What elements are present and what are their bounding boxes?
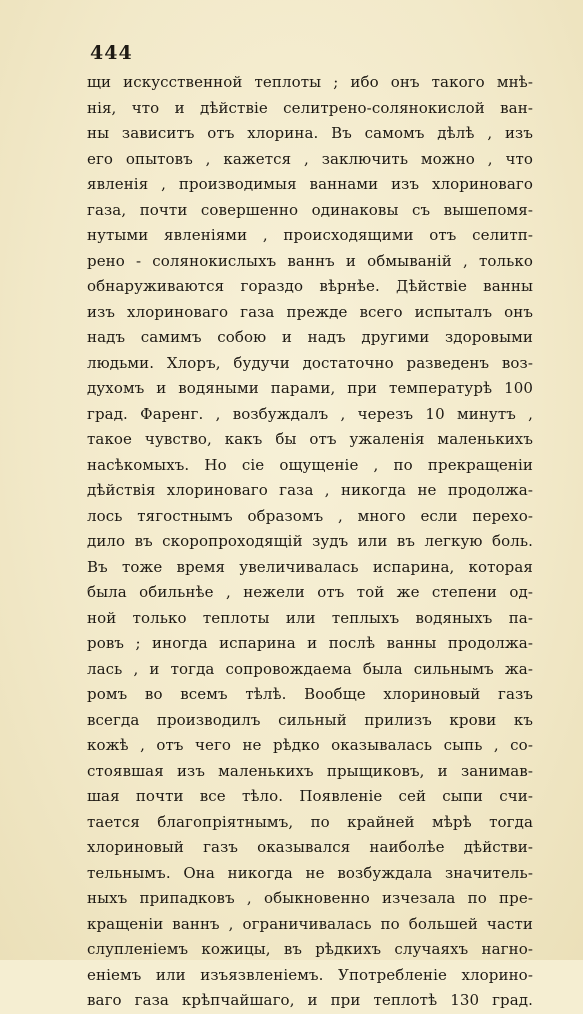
text-line: людьми. Хлоръ, будучи достаточно разведенъ воз- — [87, 353, 533, 372]
text-line: нія, что и дѣйствіе селитрено-солянокислой ван- — [87, 98, 533, 117]
text-line: его опытовъ , кажется , заключить можно , что — [87, 149, 533, 168]
body-text — [87, 70, 533, 1014]
text-line: газа, почти совершенно одинаковы съ вышепомя- — [87, 200, 533, 219]
text-line: щи искусственной теплоты ; ибо онъ такого мнѣ- — [87, 73, 533, 91]
text-line: лась , и тогда сопровождаема была сильнымъ жа- — [87, 659, 533, 678]
page-number: 444 — [90, 42, 133, 64]
text-line: дило въ скоропроходящій зудъ или въ легкую боль. — [87, 532, 533, 550]
text-line: слупленіемъ кожицы, въ рѣдкихъ случаяхъ нагно- — [87, 940, 533, 958]
text-line: ровъ ; иногда испарина и послѣ ванны продолжа- — [87, 634, 533, 652]
text-line: насѣкомыхъ. Но сіе ощущеніе , по прекращеніи — [87, 455, 533, 474]
text-line: кращеніи ваннъ , ограничивалась по большей части — [87, 914, 533, 933]
text-line: обнаруживаются гораздо вѣрнѣе. Дѣйствіе ванны — [87, 277, 533, 295]
text-line: кожѣ , отъ чего не рѣдко оказывалась сыпь , со- — [87, 736, 533, 754]
text-line: ны зависитъ отъ хлорина. Въ самомъ дѣлѣ , изъ — [87, 124, 533, 142]
text-line: всегда производилъ сильный прилизъ крови къ — [87, 710, 533, 729]
text-line: ныхъ припадковъ , обыкновенно изчезала по пре- — [87, 889, 533, 907]
text-line: явленія , производимыя ваннами изъ хлориноваго — [87, 175, 533, 193]
text-line: нутыми явленіями , происходящими отъ селитп- — [87, 226, 533, 244]
text-line: лось тягостнымъ образомъ , много если перехо- — [87, 506, 533, 525]
text-line: ваго газа крѣпчайшаго, и при теплотѣ 130 град. — [87, 991, 533, 1009]
text-line: Въ тоже время увеличивалась испарина, которая — [87, 557, 533, 576]
text-line: дѣйствія хлориноваго газа , никогда не продолжа- — [87, 481, 533, 499]
text-line: хлориновый газъ оказывался наиболѣе дѣйстви- — [87, 838, 533, 856]
text-line: такое чувство, какъ бы отъ ужаленія маленькихъ — [87, 430, 533, 448]
text-line: изъ хлориноваго газа прежде всего испыталъ онъ — [87, 302, 533, 321]
text-line: еніемъ или изъязвленіемъ. Употребленіе хлорино- — [87, 965, 533, 984]
text-line: тается благопріятнымъ, по крайней мѣрѣ тогда — [87, 812, 533, 831]
text-line: надъ самимъ собою и надъ другими здоровыми — [87, 328, 533, 346]
text-line: рено - солянокислыхъ ваннъ и обмываній , только — [87, 251, 533, 270]
text-line: ной только теплоты или теплыхъ водяныхъ па- — [87, 608, 533, 627]
text-line: шая почти все тѣло. Появленіе сей сыпи счи- — [87, 787, 533, 805]
text-line: духомъ и водяными парами, при температурѣ 100 — [87, 379, 533, 397]
text-line: ромъ во всемъ тѣлѣ. Вообще хлориновый газъ — [87, 685, 533, 703]
text-line: была обильнѣе , нежели отъ той же степени од- — [87, 583, 533, 601]
text-line: град. Фаренг. , возбуждалъ , черезъ 10 минутъ , — [87, 404, 533, 423]
text-line: стоявшая изъ маленькихъ прыщиковъ, и занимав- — [87, 761, 533, 780]
text-line: тельнымъ. Она никогда не возбуждала значитель- — [87, 863, 533, 882]
